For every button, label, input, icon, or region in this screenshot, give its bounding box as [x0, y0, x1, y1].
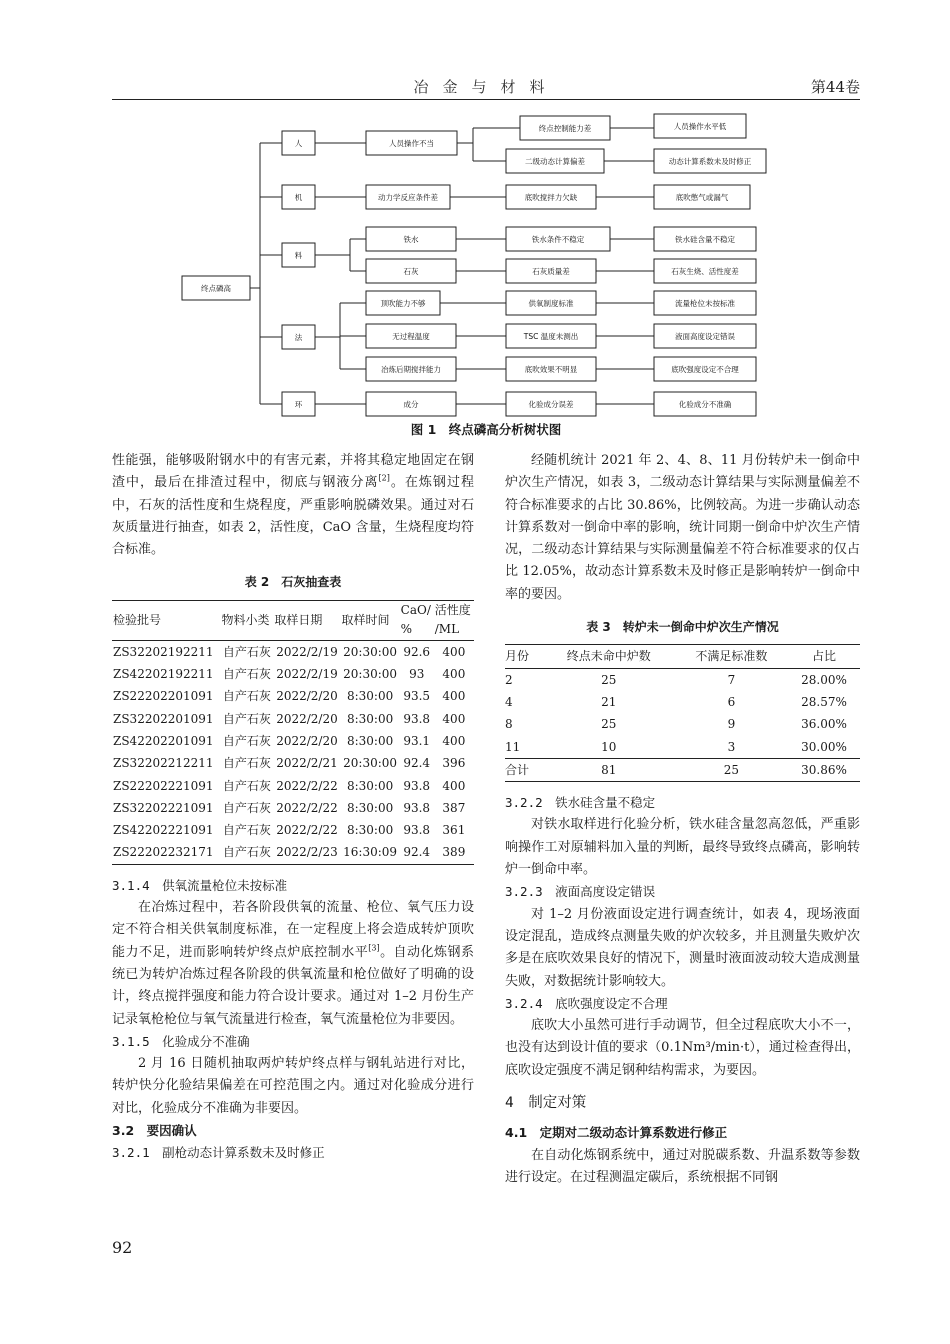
table-cell: 自产石灰: [222, 823, 271, 838]
table-header: 终点未命中炉数: [543, 645, 675, 668]
paragraph: 对铁水取样进行化验分析，铁水硅含量忽高忽低，严重影响操作工对原辅料加入量的判断，最终导致终点磷高，影响转炉一倒命中率。: [505, 817, 860, 878]
journal-title: 冶金与材料: [413, 78, 559, 96]
table-cell: ZS32202192211: [113, 644, 214, 659]
table-row: [505, 691, 860, 713]
table-cell: 2022/2/23: [273, 841, 340, 864]
table-cell: ZS22202221091: [113, 778, 214, 793]
table-cell: 400: [442, 644, 466, 659]
table-cell: ZS32202201091: [113, 711, 214, 726]
table-cell: ZS22202201091: [113, 689, 214, 704]
subcause-node: 石灰质量差: [532, 267, 570, 276]
table-cell: 28.00%: [801, 672, 847, 687]
table-cell: 400: [442, 778, 466, 793]
section-heading: 3.2 要因确认: [112, 1123, 197, 1139]
paragraph: 性能强，能够吸附钢水中的有害元素，并将其稳定地固定在钢渣中，最后在排渣过程中，彻底与钢液分离[2]。在炼钢过程中，石灰的活性度和生烧程度，严重影响脱磷效果。通过对石灰质量进行抽查，如表 2，活性度，CaO 含量，生烧程度均符合标准。: [112, 453, 474, 558]
subcause-node: 化验成分误差: [528, 400, 574, 409]
root-cause-node: 动态计算系数未及时修正: [668, 157, 752, 166]
section-heading: 3.1.5 化验成分不准确: [112, 1033, 250, 1049]
table-header: 取样日期: [273, 600, 340, 640]
table-header: CaO/ %: [400, 600, 434, 640]
table-cell: 8:30:00: [346, 800, 394, 815]
table-row: [112, 685, 474, 707]
table-cell: 2022/2/20: [276, 711, 338, 726]
table-header: 占比: [788, 645, 860, 668]
citation: [3]: [368, 943, 380, 953]
subcause-node: 底吹效果不明显: [524, 365, 578, 374]
cause-node: 动力学反应条件差: [378, 193, 438, 202]
table-cell: 20:30:00: [343, 667, 398, 682]
table-cell: 396: [442, 756, 466, 771]
table-cell: 25: [675, 758, 788, 781]
section-heading: 3.2.4 底吹强度设定不合理: [505, 995, 668, 1011]
table-row: [112, 841, 474, 864]
table-cell: 25: [601, 717, 617, 732]
paragraph: 2 月 16 日随机抽取两炉转炉终点样与钢轧站进行对比，转炉快分化验结果偏差在可控范围之内。通过对化验成分进行对比，化验成分不准确为非要因。: [112, 1056, 474, 1116]
cause-node: 石灰: [403, 267, 419, 276]
table-cell: 自产石灰: [222, 667, 271, 682]
page-number: 92: [112, 1238, 133, 1257]
table-cell: 自产石灰: [220, 841, 273, 864]
subcause-node: 铁水条件不稳定: [531, 235, 585, 244]
volume-label: 第44卷: [810, 78, 860, 96]
table-cell: 4: [505, 694, 513, 709]
table-cell: 8:30:00: [346, 711, 394, 726]
root-cause-node: 铁水硅含量不稳定: [675, 235, 735, 244]
table-cell: 389: [434, 841, 474, 864]
table-cell: 自产石灰: [222, 778, 271, 793]
section-heading: 4 制定对策: [505, 1095, 587, 1112]
table-cell: 8:30:00: [346, 778, 394, 793]
paragraph: 经随机统计 2021 年 2、4、8、11 月份转炉未一倒命中炉次生产情况，如表 3，二级动态计算结果与实际测量偏差不符合标准要求的占比 30.86%，比例较高。为进一步确认动态计算系数对一倒命中率的影响，统计同期一倒命中炉次生产情况，二级动态计算结果与实际测量偏差不符合标准要求的仅占比 12.05%，故动态计算系数未及时修正是影响转炉一倒命中率的要因。: [505, 453, 860, 602]
table-header: 取样时间: [341, 600, 400, 640]
table-cell: 2022/2/19: [276, 667, 338, 682]
table-row: [505, 713, 860, 735]
table-header: 不满足标准数: [675, 645, 788, 668]
table-cell: 2022/2/19: [276, 644, 338, 659]
root-cause-node: 流量枪位未按标准: [675, 299, 735, 308]
root-cause-node: 人员操作水平低: [673, 122, 727, 131]
category-node: 料: [294, 251, 303, 260]
table-cell: 387: [442, 800, 466, 815]
table-row: [505, 736, 860, 759]
left-column: [112, 450, 474, 1165]
table-cell: ZS22202232171: [112, 841, 220, 864]
table3-title: 表 3 转炉未一倒命中炉次生产情况: [586, 620, 779, 635]
right-column: [505, 450, 860, 1189]
table-cell: 30.00%: [801, 739, 847, 754]
table-row: [112, 775, 474, 797]
root-cause-node: 化验成分不准确: [678, 400, 732, 409]
table-cell: 93.8: [403, 778, 431, 793]
table-cell: 2022/2/22: [276, 778, 338, 793]
subcause-node: 底吹搅拌力欠缺: [524, 193, 578, 202]
table-row: [112, 663, 474, 685]
paragraph: 在自动化炼钢系统中，通过对脱碳系数、升温系数等参数进行设定。在过程测温定碳后，系统根据不同钢: [505, 1147, 860, 1185]
table2-title: 表 2 石灰抽查表: [244, 575, 342, 590]
table-cell: 81: [543, 758, 675, 781]
cause-node: 人员操作不当: [389, 139, 434, 148]
table-cell: 93.8: [403, 800, 431, 815]
converter-production-table: [505, 644, 860, 782]
category-node: 法: [294, 333, 303, 342]
table-cell: ZS42202221091: [113, 823, 214, 838]
cause-node: 成分: [403, 400, 419, 409]
table-cell: 8:30:00: [346, 733, 394, 748]
table-cell: 2022/2/21: [276, 756, 338, 771]
root-cause-node: 底吹强度设定不合理: [671, 365, 739, 374]
category-node: 机: [294, 193, 303, 202]
section-heading: 3.2.1 副枪动态计算系数未及时修正: [112, 1145, 325, 1161]
subcause-node: TSC 温度未测出: [523, 332, 579, 341]
root-cause-node: 液面高度设定错误: [675, 332, 735, 341]
table-row: [505, 758, 860, 781]
root-cause-node: 底吹憋气或漏气: [675, 193, 729, 202]
table-cell: 400: [442, 711, 466, 726]
section-heading: 3.2.3 液面高度设定错误: [505, 884, 656, 900]
table-cell: 8:30:00: [346, 823, 394, 838]
table-cell: ZS42202192211: [113, 667, 214, 682]
table-cell: 400: [442, 667, 466, 682]
table-cell: 自产石灰: [222, 733, 271, 748]
table-cell: 7: [727, 672, 736, 687]
paragraph: 在冶炼过程中，若各阶段供氧的流量、枪位、氧气压力设定不符合相关供氧制度标准，在一定程度上将会造成转炉顶吹能力不足，进而影响转炉终点炉底控制水平[3]。自动化炼钢系统已为转炉冶炼过程各阶段的供氧流量和枪位做好了明确的设计，终点搅拌强度和能力符合设计要求。通过对 1–2 月份生产记录氧枪枪位与氧气流量进行检查，氧气流量枪位为非要因。: [112, 900, 474, 1027]
table-cell: 2022/2/20: [276, 689, 338, 704]
table-row: [505, 668, 860, 691]
subcause-node: 二级动态计算偏差: [525, 157, 585, 166]
table-cell: 361: [442, 823, 466, 838]
root-cause-node: 石灰生烧、活性度差: [671, 267, 739, 276]
root-node: 终点磷高: [201, 284, 231, 293]
table-cell: 93.1: [403, 733, 431, 748]
section-heading: 3.2.2 铁水硅含量不稳定: [505, 795, 656, 811]
table-cell: 36.00%: [801, 717, 847, 732]
table-cell: ZS32202221091: [113, 800, 214, 815]
table-header: 活性度 /ML: [434, 600, 474, 640]
running-header: [112, 76, 860, 100]
table-cell: 20:30:00: [343, 756, 398, 771]
subcause-node: 终点控制能力差: [538, 124, 592, 133]
table-cell: 2: [505, 672, 513, 687]
cause-node: 无过程温度: [392, 332, 430, 341]
table-cell: 合计: [505, 758, 543, 781]
table-cell: 28.57%: [801, 694, 847, 709]
citation: [2]: [378, 473, 390, 483]
table-cell: 93.8: [403, 823, 431, 838]
table-cell: 93: [409, 667, 425, 682]
table-cell: 20:30:00: [343, 644, 398, 659]
table-cell: 92.4: [400, 841, 434, 864]
table-row: [112, 752, 474, 774]
table-cell: 25: [601, 672, 617, 687]
table-row: [112, 819, 474, 841]
table-cell: 9: [727, 717, 736, 732]
category-node: 人: [294, 139, 303, 148]
table-row: [112, 708, 474, 730]
table-cell: ZS42202201091: [113, 733, 214, 748]
table-cell: 11: [505, 739, 521, 754]
table-row: [112, 640, 474, 663]
table-cell: 8:30:00: [346, 689, 394, 704]
lime-inspection-table: [112, 600, 474, 865]
section-heading: 4.1 定期对二级动态计算系数进行修正: [505, 1125, 728, 1141]
table-cell: 8: [505, 717, 513, 732]
table-cell: 自产石灰: [222, 644, 271, 659]
category-node: 环: [294, 400, 303, 409]
cause-node: 冶炼后期搅拌能力: [381, 365, 441, 374]
table-cell: 6: [727, 694, 736, 709]
table-cell: 30.86%: [788, 758, 860, 781]
table-cell: 10: [601, 739, 617, 754]
paragraph: 底吹大小虽然可进行手动调节，但全过程底吹大小不一，也没有达到设计值的要求（0.1Nm³/min·t），通过检查得出，底吹设定强度不满足钢种结构需求，为要因。: [505, 1018, 860, 1078]
table-cell: 93.8: [403, 711, 431, 726]
table-cell: 2022/2/20: [276, 733, 338, 748]
table-cell: 3: [727, 739, 736, 754]
table-header: 月份: [505, 645, 543, 668]
table-cell: 400: [442, 733, 466, 748]
table-cell: 92.4: [403, 756, 431, 771]
table-cell: 自产石灰: [222, 800, 271, 815]
analysis-tree-diagram: [170, 108, 770, 420]
table-row: [112, 730, 474, 752]
table-cell: 2022/2/22: [276, 800, 338, 815]
table-cell: 92.6: [403, 644, 431, 659]
section-heading: 3.1.4 供氧流量枪位未按标准: [112, 877, 288, 893]
table-cell: 自产石灰: [222, 689, 271, 704]
cause-node: 顶吹能力不够: [380, 299, 426, 308]
table-row: [112, 797, 474, 819]
table-cell: 93.5: [403, 689, 431, 704]
cause-node: 铁水: [403, 235, 419, 244]
table-header: 物料小类: [220, 600, 273, 640]
table-cell: 16:30:09: [341, 841, 400, 864]
table-cell: 2022/2/22: [276, 823, 338, 838]
table-cell: 自产石灰: [222, 711, 271, 726]
subcause-node: 供氧制度标准: [528, 299, 574, 308]
table-cell: ZS32202212211: [113, 756, 214, 771]
table-header: 检验批号: [112, 600, 220, 640]
table-cell: 21: [601, 694, 617, 709]
paragraph: 对 1–2 月份液面设定进行调查统计，如表 4，现场液面设定混乱，造成终点测量失败的炉次较多，并且测量失败炉次多是在底吹效果良好的情况下，测量时液面波动较大造成测量失败，对数据统计影响较大。: [505, 906, 860, 989]
table-cell: 400: [442, 689, 466, 704]
table-cell: 自产石灰: [222, 756, 271, 771]
figure-caption: 图 1 终点磷高分析树状图: [410, 422, 562, 437]
